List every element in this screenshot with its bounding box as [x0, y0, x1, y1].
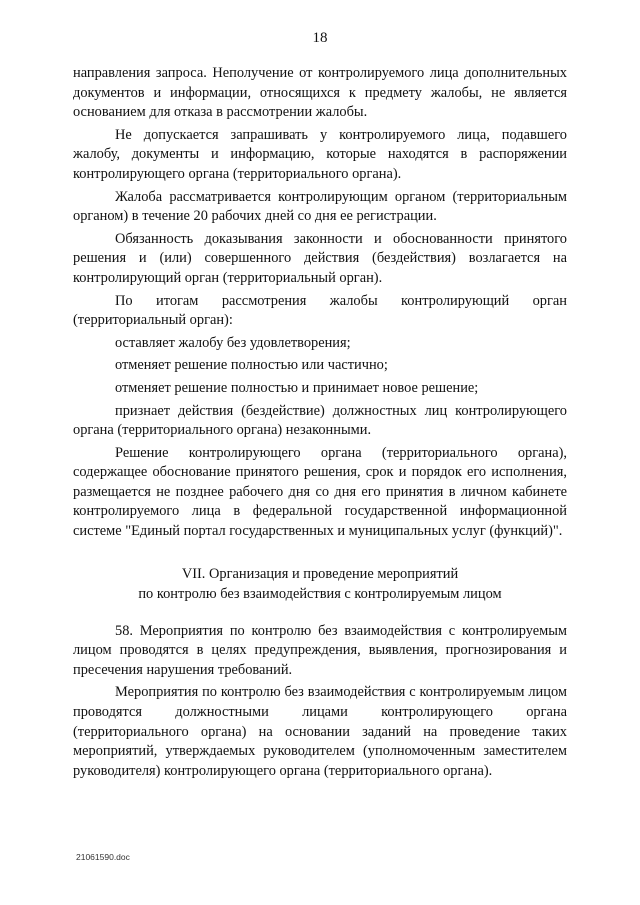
list-item: отменяет решение полностью и принимает новое решение;	[115, 379, 479, 396]
list-item: признает действия (бездействие) должностных лиц контролирующего органа (территориального органа) незаконными.	[73, 402, 567, 439]
paragraph-continuation: направления запроса. Неполучение от контролируемого лица дополнительных документов и информации, относящихся к предмету жалобы, не является основанием для отказа в рассмотрении жалобы.	[73, 65, 567, 121]
paragraph: Обязанность доказывания законности и обоснованности принятого решения и (или) совершенного действия (бездействия) возлагается на контролирующий орган (территориальный орган).	[73, 230, 567, 286]
footer-filename: 21061590.doc	[76, 852, 130, 862]
paragraph: По итогам рассмотрения жалобы контролирующий орган (территориальный орган):	[73, 292, 567, 329]
list-item: отменяет решение полностью или частично;	[115, 357, 388, 374]
paragraph: Не допускается запрашивать у контролируемого лица, подавшего жалобу, документы и информацию, которые находятся в распоряжении контролирующего органа (территориального органа).	[73, 126, 567, 182]
section-heading-line: VII. Организация и проведение мероприятий	[181, 565, 459, 582]
list-item: оставляет жалобу без удовлетворения;	[115, 334, 351, 351]
document-body	[73, 64, 567, 784]
page-number: 18	[312, 30, 328, 46]
paragraph: Решение контролирующего органа (территориального органа), содержащее обоснование принятого решения, срок и порядок его исполнения, размещается не позднее рабочего дня со дня его принятия в личном кабинете контролируемого лица в федеральной государственной информационной системе "Единый портал государственных и муниципальных услуг (функций)".	[73, 444, 567, 540]
section-heading	[73, 564, 567, 604]
paragraph: Мероприятия по контролю без взаимодействия с контролируемым лицом проводятся должностными лицами контролирующего органа (территориального органа) на основании заданий на проведение таких мероприятий, утверждаемых руководителем (уполномоченным заместителем руководителя) контролирующего органа (территориального органа).	[73, 684, 567, 779]
paragraph: Жалоба рассматривается контролирующим органом (территориальным органом) в течение 20 рабочих дней со дня ее регистрации.	[73, 188, 567, 225]
paragraph: 58. Мероприятия по контролю без взаимодействия с контролируемым лицом проводятся в целях предупреждения, выявления, прогнозирования и пресечения нарушения требований.	[73, 622, 567, 678]
section-heading-line: по контролю без взаимодействия с контролируемым лицом	[138, 585, 502, 602]
